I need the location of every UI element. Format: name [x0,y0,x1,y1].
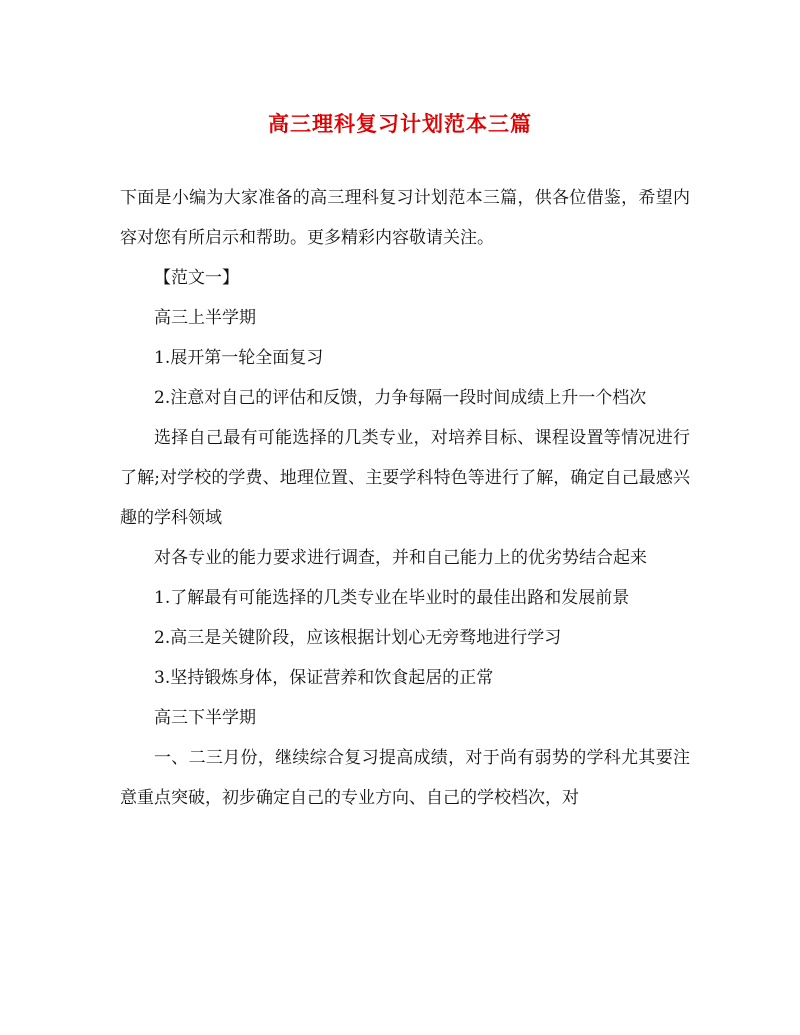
body-paragraph: 选择自己最有可能选择的几类专业，对培养目标、课程设置等情况进行了解;对学校的学费、地理位置、主要学科特色等进行了解，确定自己最感兴趣的学科领域 [120,428,690,528]
section-heading-sample-one: 【范文一】 [154,268,239,288]
subheading-second-semester: 高三下半学期 [154,708,256,728]
list-item: 2.高三是关键阶段，应该根据计划心无旁骛地进行学习 [154,628,562,648]
document-body [120,178,690,818]
list-item: 2.注意对自己的评估和反馈，力争每隔一段时间成绩上升一个档次 [154,388,647,408]
intro-paragraph: 下面是小编为大家准备的高三理科复习计划范本三篇，供各位借鉴，希望内容对您有所启示和帮助。更多精彩内容敬请关注。 [120,188,690,248]
body-paragraph: 对各专业的能力要求进行调查，并和自己能力上的优劣势结合起来 [154,548,647,568]
document-title: 高三理科复习计划范本三篇 [268,111,532,136]
list-item: 3.坚持锻炼身体，保证营养和饮食起居的正常 [154,668,494,688]
subheading-first-semester: 高三上半学期 [154,308,256,328]
body-paragraph: 一、二三月份，继续综合复习提高成绩，对于尚有弱势的学科尤其要注意重点突破，初步确定自己的专业方向、自己的学校档次，对 [120,748,690,808]
list-item: 1.了解最有可能选择的几类专业在毕业时的最佳出路和发展前景 [154,588,630,608]
list-item: 1.展开第一轮全面复习 [154,348,324,368]
